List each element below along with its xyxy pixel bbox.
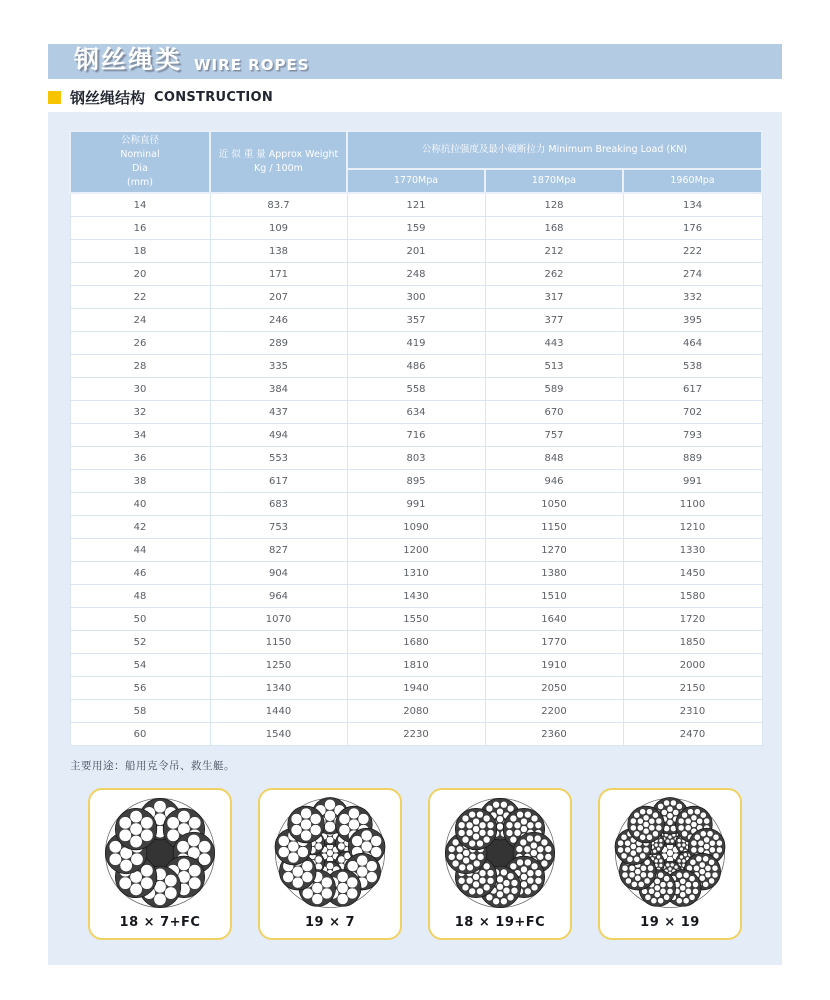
table-cell: 289 (210, 332, 347, 355)
table-cell: 121 (347, 193, 485, 217)
table-cell: 34 (70, 424, 210, 447)
table-cell: 1440 (210, 700, 347, 723)
table-cell: 558 (347, 378, 485, 401)
table-cell: 1150 (485, 516, 623, 539)
section-heading (48, 87, 273, 108)
table-cell: 494 (210, 424, 347, 447)
table-cell: 2200 (485, 700, 623, 723)
table-cell: 538 (623, 355, 762, 378)
section-title-en: CONSTRUCTION (154, 90, 274, 105)
table-row (70, 516, 762, 539)
table-cell: 464 (623, 332, 762, 355)
table-cell: 335 (210, 355, 347, 378)
table-cell: 201 (347, 240, 485, 263)
table-cell: 1770 (485, 631, 623, 654)
table-cell: 513 (485, 355, 623, 378)
yellow-square-bullet-icon (48, 91, 61, 104)
table-cell: 2050 (485, 677, 623, 700)
header-nominal-dia: 公称直径 Nominal Dia (mm) (70, 131, 210, 193)
rope-diagram (442, 795, 558, 911)
table-cell: 1200 (347, 539, 485, 562)
table-cell: 437 (210, 401, 347, 424)
table-cell: 30 (70, 378, 210, 401)
table-cell: 757 (485, 424, 623, 447)
table-cell: 32 (70, 401, 210, 424)
table-row (70, 193, 762, 217)
usage-note: 主要用途：船用克令吊、救生艇。 (70, 760, 235, 772)
table-cell: 246 (210, 309, 347, 332)
table-cell: 486 (347, 355, 485, 378)
table-cell: 40 (70, 493, 210, 516)
diagram-label: 19 × 19 (640, 915, 700, 930)
table-cell: 207 (210, 286, 347, 309)
table-cell: 946 (485, 470, 623, 493)
table-cell: 895 (347, 470, 485, 493)
table-cell: 134 (623, 193, 762, 217)
table-row (70, 263, 762, 286)
table-cell: 670 (485, 401, 623, 424)
header-grade-1770: 1770Mpa (347, 169, 485, 193)
table-cell: 716 (347, 424, 485, 447)
table-cell: 300 (347, 286, 485, 309)
table-row (70, 654, 762, 677)
table-cell: 2310 (623, 700, 762, 723)
table-cell: 377 (485, 309, 623, 332)
table-row (70, 401, 762, 424)
table-row (70, 470, 762, 493)
table-cell: 38 (70, 470, 210, 493)
page-title-banner (48, 44, 782, 79)
table-cell: 889 (623, 447, 762, 470)
table-cell: 1640 (485, 608, 623, 631)
table-row (70, 286, 762, 309)
table-cell: 2150 (623, 677, 762, 700)
diagram-card (428, 788, 572, 940)
table-cell: 48 (70, 585, 210, 608)
table-cell: 42 (70, 516, 210, 539)
table-cell: 128 (485, 193, 623, 217)
table-cell: 964 (210, 585, 347, 608)
table-cell: 14 (70, 193, 210, 217)
table-row (70, 240, 762, 263)
rope-diagram (612, 795, 728, 911)
table-cell: 1100 (623, 493, 762, 516)
table-cell: 1580 (623, 585, 762, 608)
page-title-zh: 钢丝绳类 (74, 45, 183, 74)
table-cell: 262 (485, 263, 623, 286)
table-cell: 1550 (347, 608, 485, 631)
table-cell: 803 (347, 447, 485, 470)
diagram-card (258, 788, 402, 940)
diagram-card (88, 788, 232, 940)
spec-table-header (70, 131, 762, 193)
table-row (70, 585, 762, 608)
table-cell: 1310 (347, 562, 485, 585)
table-cell: 46 (70, 562, 210, 585)
table-cell: 52 (70, 631, 210, 654)
table-cell: 274 (623, 263, 762, 286)
table-row (70, 217, 762, 240)
table-row (70, 608, 762, 631)
table-cell: 159 (347, 217, 485, 240)
table-cell: 848 (485, 447, 623, 470)
header-approx-weight: 近 似 重 量 Approx Weight Kg / 100m (210, 131, 347, 193)
table-cell: 26 (70, 332, 210, 355)
table-cell: 395 (623, 309, 762, 332)
table-cell: 991 (623, 470, 762, 493)
table-cell: 54 (70, 654, 210, 677)
table-cell: 617 (623, 378, 762, 401)
table-cell: 212 (485, 240, 623, 263)
table-cell: 1250 (210, 654, 347, 677)
table-cell: 1070 (210, 608, 347, 631)
table-cell: 443 (485, 332, 623, 355)
diagram-cards (69, 788, 761, 940)
table-cell: 2360 (485, 723, 623, 746)
table-cell: 1940 (347, 677, 485, 700)
table-body (70, 193, 762, 746)
table-cell: 384 (210, 378, 347, 401)
table-cell: 1340 (210, 677, 347, 700)
table-cell: 22 (70, 286, 210, 309)
table-cell: 20 (70, 263, 210, 286)
table-cell: 222 (623, 240, 762, 263)
rope-diagram (272, 795, 388, 911)
table-cell: 1850 (623, 631, 762, 654)
header-grade-1870: 1870Mpa (485, 169, 623, 193)
diagram-card (598, 788, 742, 940)
diagram-label: 19 × 7 (304, 915, 356, 930)
table-cell: 1150 (210, 631, 347, 654)
table-cell: 357 (347, 309, 485, 332)
table-row (70, 332, 762, 355)
table-cell: 2000 (623, 654, 762, 677)
table-cell: 50 (70, 608, 210, 631)
table-cell: 44 (70, 539, 210, 562)
table-row (70, 355, 762, 378)
table-cell: 248 (347, 263, 485, 286)
rope-diagram (102, 795, 218, 911)
table-cell: 1680 (347, 631, 485, 654)
header-breaking-load: 公称抗拉强度及最小破断拉力 Minimum Breaking Load (KN) (347, 131, 762, 169)
content-panel (48, 112, 782, 965)
table-cell: 702 (623, 401, 762, 424)
table-row (70, 447, 762, 470)
table-cell: 634 (347, 401, 485, 424)
diagram-label: 18 × 19+FC (454, 915, 546, 930)
table-cell: 1540 (210, 723, 347, 746)
table-cell: 1810 (347, 654, 485, 677)
table-cell: 904 (210, 562, 347, 585)
table-cell: 56 (70, 677, 210, 700)
table-cell: 1510 (485, 585, 623, 608)
table-row (70, 723, 762, 746)
table-cell: 36 (70, 447, 210, 470)
table-cell: 1330 (623, 539, 762, 562)
table-cell: 589 (485, 378, 623, 401)
table-cell: 827 (210, 539, 347, 562)
table-row (70, 424, 762, 447)
table-cell: 991 (347, 493, 485, 516)
table-row (70, 493, 762, 516)
table-cell: 176 (623, 217, 762, 240)
table-cell: 2230 (347, 723, 485, 746)
table-cell: 2470 (623, 723, 762, 746)
table-cell: 1270 (485, 539, 623, 562)
table-cell: 18 (70, 240, 210, 263)
table-cell: 168 (485, 217, 623, 240)
table-cell: 24 (70, 309, 210, 332)
table-cell: 1090 (347, 516, 485, 539)
table-cell: 60 (70, 723, 210, 746)
table-cell: 1450 (623, 562, 762, 585)
table-row (70, 378, 762, 401)
table-cell: 28 (70, 355, 210, 378)
table-cell: 138 (210, 240, 347, 263)
table-cell: 1050 (485, 493, 623, 516)
table-cell: 1720 (623, 608, 762, 631)
table-cell: 1430 (347, 585, 485, 608)
table-cell: 2080 (347, 700, 485, 723)
table-cell: 171 (210, 263, 347, 286)
table-row (70, 700, 762, 723)
table-cell: 1910 (485, 654, 623, 677)
table-cell: 58 (70, 700, 210, 723)
table-cell: 419 (347, 332, 485, 355)
header-grade-1960: 1960Mpa (623, 169, 762, 193)
section-title-zh: 钢丝绳结构 (70, 89, 146, 107)
table-cell: 1210 (623, 516, 762, 539)
table-cell: 793 (623, 424, 762, 447)
table-cell: 753 (210, 516, 347, 539)
table-cell: 1380 (485, 562, 623, 585)
table-cell: 83.7 (210, 193, 347, 217)
table-row (70, 562, 762, 585)
table-row (70, 631, 762, 654)
diagram-label: 18 × 7+FC (119, 915, 201, 930)
table-cell: 332 (623, 286, 762, 309)
page-title-en: WIRE ROPES (194, 56, 310, 74)
table-cell: 617 (210, 470, 347, 493)
table-cell: 16 (70, 217, 210, 240)
table-cell: 683 (210, 493, 347, 516)
table-cell: 109 (210, 217, 347, 240)
table-cell: 317 (485, 286, 623, 309)
table-row (70, 677, 762, 700)
table-cell: 553 (210, 447, 347, 470)
table-row (70, 539, 762, 562)
spec-table (69, 130, 763, 746)
table-row (70, 309, 762, 332)
